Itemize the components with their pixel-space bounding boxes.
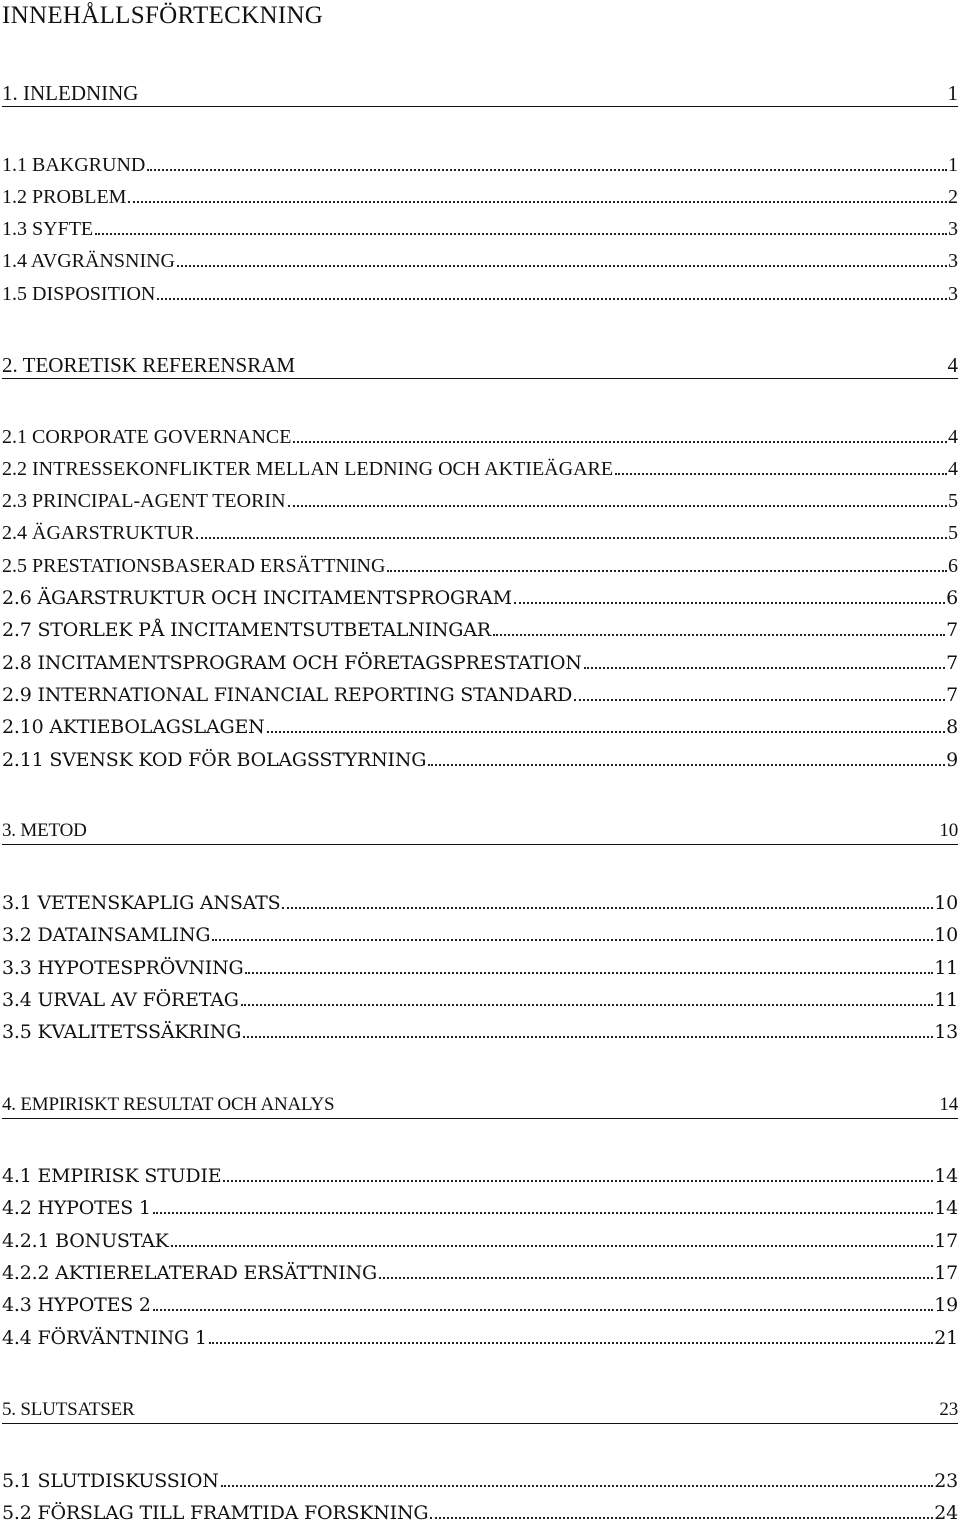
- toc-entry-label: 3.2 DATAINSAMLING: [2, 924, 211, 946]
- toc-entry-label: 3.4 URVAL AV FÖRETAG: [2, 989, 239, 1011]
- toc-entry-page: 5: [948, 490, 958, 512]
- leader-dots: [128, 201, 947, 203]
- toc-entry-page: 17: [934, 1262, 958, 1284]
- toc-entry[interactable]: [2, 184, 958, 208]
- toc-entry-label: 1.1 BAKGRUND: [2, 154, 146, 176]
- leader-dots: [574, 699, 945, 701]
- toc-entry-label: 2.9 INTERNATIONAL FINANCIAL REPORTING STANDARD: [2, 684, 573, 706]
- leader-dots: [147, 169, 947, 171]
- toc-entry[interactable]: [2, 248, 958, 272]
- toc-entry-page: 21: [934, 1327, 958, 1349]
- leader-dots: [95, 233, 947, 235]
- toc-entry[interactable]: [2, 424, 958, 448]
- toc-entry-label: 4.1 EMPIRISK STUDIE: [2, 1165, 222, 1187]
- toc-chapter-page: 23: [939, 1399, 958, 1420]
- toc-entry-label: 2.1 CORPORATE GOVERNANCE: [2, 426, 292, 448]
- toc-entry-label: 2.3 PRINCIPAL-AGENT TEORIN: [2, 490, 286, 512]
- toc-entry-page: 2: [948, 186, 958, 208]
- toc-entry[interactable]: [2, 682, 958, 706]
- toc-entry-page: 7: [946, 619, 958, 641]
- leader-dots: [223, 1180, 933, 1182]
- toc-entry-label: 4.4 FÖRVÄNTNING 1: [2, 1327, 207, 1349]
- toc-entry-label: 2.4 ÄGARSTRUKTUR: [2, 522, 195, 544]
- toc-entry-page: 23: [934, 1470, 958, 1492]
- leader-dots: [430, 1517, 933, 1519]
- toc-entry-label: 1.5 DISPOSITION: [2, 283, 156, 305]
- leader-dots: [615, 473, 947, 475]
- toc-entry-label: 2.2 INTRESSEKONFLIKTER MELLAN LEDNING OCH AKTIEÄGARE: [2, 458, 614, 480]
- toc-chapter-label: 4. EMPIRISKT RESULTAT OCH ANALYS: [2, 1094, 335, 1115]
- toc-entry-label: 2.11 SVENSK KOD FÖR BOLAGSSTYRNING: [2, 749, 427, 771]
- leader-dots: [293, 441, 947, 443]
- toc-chapter-label: 1. INLEDNING: [2, 81, 139, 105]
- leader-dots: [493, 634, 945, 636]
- toc-chapter-page: 14: [939, 1094, 958, 1115]
- toc-entry-label: 2.7 STORLEK PÅ INCITAMENTSUTBETALNINGAR: [2, 619, 491, 641]
- toc-chapter-4[interactable]: [2, 1092, 958, 1116]
- toc-entry[interactable]: [2, 1228, 958, 1252]
- toc-entry-page: 13: [934, 1021, 958, 1043]
- toc-entry[interactable]: [2, 281, 958, 305]
- toc-entry-page: 7: [946, 684, 958, 706]
- toc-entry-page: 11: [934, 957, 958, 979]
- toc-chapter-label: 2. TEORETISK REFERENSRAM: [2, 353, 296, 377]
- toc-entry-page: 8: [946, 716, 958, 738]
- toc-entry[interactable]: [2, 1019, 958, 1043]
- toc-entry[interactable]: [2, 1500, 958, 1524]
- leader-dots: [288, 505, 947, 507]
- toc-entry-page: 1: [948, 154, 958, 176]
- toc-entry-label: 3.1 VETENSKAPLIG ANSATS: [2, 892, 281, 914]
- toc-entry-page: 3: [948, 218, 958, 240]
- toc-entry-label: 2.5 PRESTATIONSBASERAD ERSÄTTNING: [2, 555, 386, 577]
- toc-entry-page: 10: [934, 924, 958, 946]
- leader-dots: [584, 667, 945, 669]
- toc-entry[interactable]: [2, 650, 958, 674]
- toc-chapter-1[interactable]: [2, 80, 958, 104]
- toc-entry[interactable]: [2, 987, 958, 1011]
- toc-title: INNEHÅLLSFÖRTECKNING: [2, 2, 324, 29]
- leader-dots: [221, 1485, 934, 1487]
- toc-entry[interactable]: [2, 520, 958, 544]
- leader-dots: [209, 1342, 933, 1344]
- toc-entry[interactable]: [2, 1292, 958, 1316]
- leader-dots: [196, 537, 947, 539]
- leader-dots: [153, 1212, 933, 1214]
- leader-dots: [282, 907, 933, 909]
- toc-entry-page: 14: [934, 1197, 958, 1219]
- toc-entry[interactable]: [2, 1468, 958, 1492]
- toc-entry-label: 5.2 FÖRSLAG TILL FRAMTIDA FORSKNING: [2, 1502, 429, 1524]
- toc-entry-page: 5: [948, 522, 958, 544]
- toc-chapter-label: 5. SLUTSATSER: [2, 1399, 135, 1420]
- toc-chapter-2[interactable]: [2, 352, 958, 376]
- toc-entry[interactable]: [2, 1325, 958, 1349]
- toc-entry-page: 17: [934, 1230, 958, 1252]
- toc-entry-label: 1.3 SYFTE: [2, 218, 94, 240]
- toc-entry[interactable]: [2, 1163, 958, 1187]
- leader-dots: [514, 602, 945, 604]
- toc-entry-label: 2.8 INCITAMENTSPROGRAM OCH FÖRETAGSPRESTATION: [2, 652, 582, 674]
- toc-entry[interactable]: [2, 747, 958, 771]
- toc-chapter-5[interactable]: [2, 1397, 958, 1421]
- toc-entry-label: 1.2 PROBLEM: [2, 186, 127, 208]
- toc-entry[interactable]: [2, 488, 958, 512]
- toc-chapter-page: 4: [947, 353, 958, 377]
- toc-entry[interactable]: [2, 1195, 958, 1219]
- toc-chapter-label: 3. METOD: [2, 820, 87, 841]
- toc-entry-page: 4: [948, 426, 958, 448]
- toc-entry-label: 4.2.1 BONUSTAK: [2, 1230, 169, 1252]
- leader-dots: [171, 1245, 934, 1247]
- toc-entry[interactable]: [2, 553, 958, 577]
- leader-dots: [241, 1004, 934, 1006]
- leader-dots: [157, 298, 947, 300]
- toc-entry[interactable]: [2, 617, 958, 641]
- toc-entry-page: 14: [934, 1165, 958, 1187]
- toc-entry[interactable]: [2, 585, 958, 609]
- toc-entry-label: 4.3 HYPOTES 2: [2, 1294, 151, 1316]
- toc-entry[interactable]: [2, 152, 958, 176]
- toc-entry-label: 2.6 ÄGARSTRUKTUR OCH INCITAMENTSPROGRAM: [2, 587, 512, 609]
- toc-entry-label: 1.4 AVGRÄNSNING: [2, 250, 175, 272]
- leader-dots: [379, 1277, 933, 1279]
- toc-entry-page: 24: [934, 1502, 958, 1524]
- leader-dots: [267, 731, 946, 733]
- leader-dots: [153, 1309, 933, 1311]
- toc-entry-page: 19: [934, 1294, 958, 1316]
- toc-entry-label: 3.5 KVALITETSSÄKRING: [2, 1021, 242, 1043]
- leader-dots: [243, 1036, 933, 1038]
- toc-entry-page: 9: [946, 749, 958, 771]
- toc-entry[interactable]: [2, 955, 958, 979]
- toc-entry-page: 6: [946, 587, 958, 609]
- toc-entry[interactable]: [2, 714, 958, 738]
- leader-dots: [245, 972, 933, 974]
- toc-entry-page: 4: [948, 458, 958, 480]
- leader-dots: [387, 570, 947, 572]
- toc-entry[interactable]: [2, 1260, 958, 1284]
- toc-chapter-page: 1: [947, 81, 958, 105]
- toc-entry[interactable]: [2, 890, 958, 914]
- toc-entry-page: 6: [948, 555, 958, 577]
- toc-entry-label: 2.10 AKTIEBOLAGSLAGEN: [2, 716, 265, 738]
- toc-entry[interactable]: [2, 216, 958, 240]
- toc-entry[interactable]: [2, 456, 958, 480]
- toc-entry-page: 7: [946, 652, 958, 674]
- toc-entry-page: 3: [948, 283, 958, 305]
- toc-entry-page: 11: [934, 989, 958, 1011]
- leader-dots: [428, 764, 945, 766]
- toc-chapter-page: 10: [939, 820, 958, 841]
- toc-entry-page: 10: [934, 892, 958, 914]
- toc-entry-label: 4.2 HYPOTES 1: [2, 1197, 151, 1219]
- toc-entry[interactable]: [2, 922, 958, 946]
- toc-entry-label: 5.1 SLUTDISKUSSION: [2, 1470, 219, 1492]
- toc-entry-page: 3: [948, 250, 958, 272]
- toc-chapter-3[interactable]: [2, 818, 958, 842]
- leader-dots: [212, 939, 933, 941]
- leader-dots: [177, 265, 947, 267]
- toc-entry-label: 4.2.2 AKTIERELATERAD ERSÄTTNING: [2, 1262, 377, 1284]
- toc-entry-label: 3.3 HYPOTESPRÖVNING: [2, 957, 244, 979]
